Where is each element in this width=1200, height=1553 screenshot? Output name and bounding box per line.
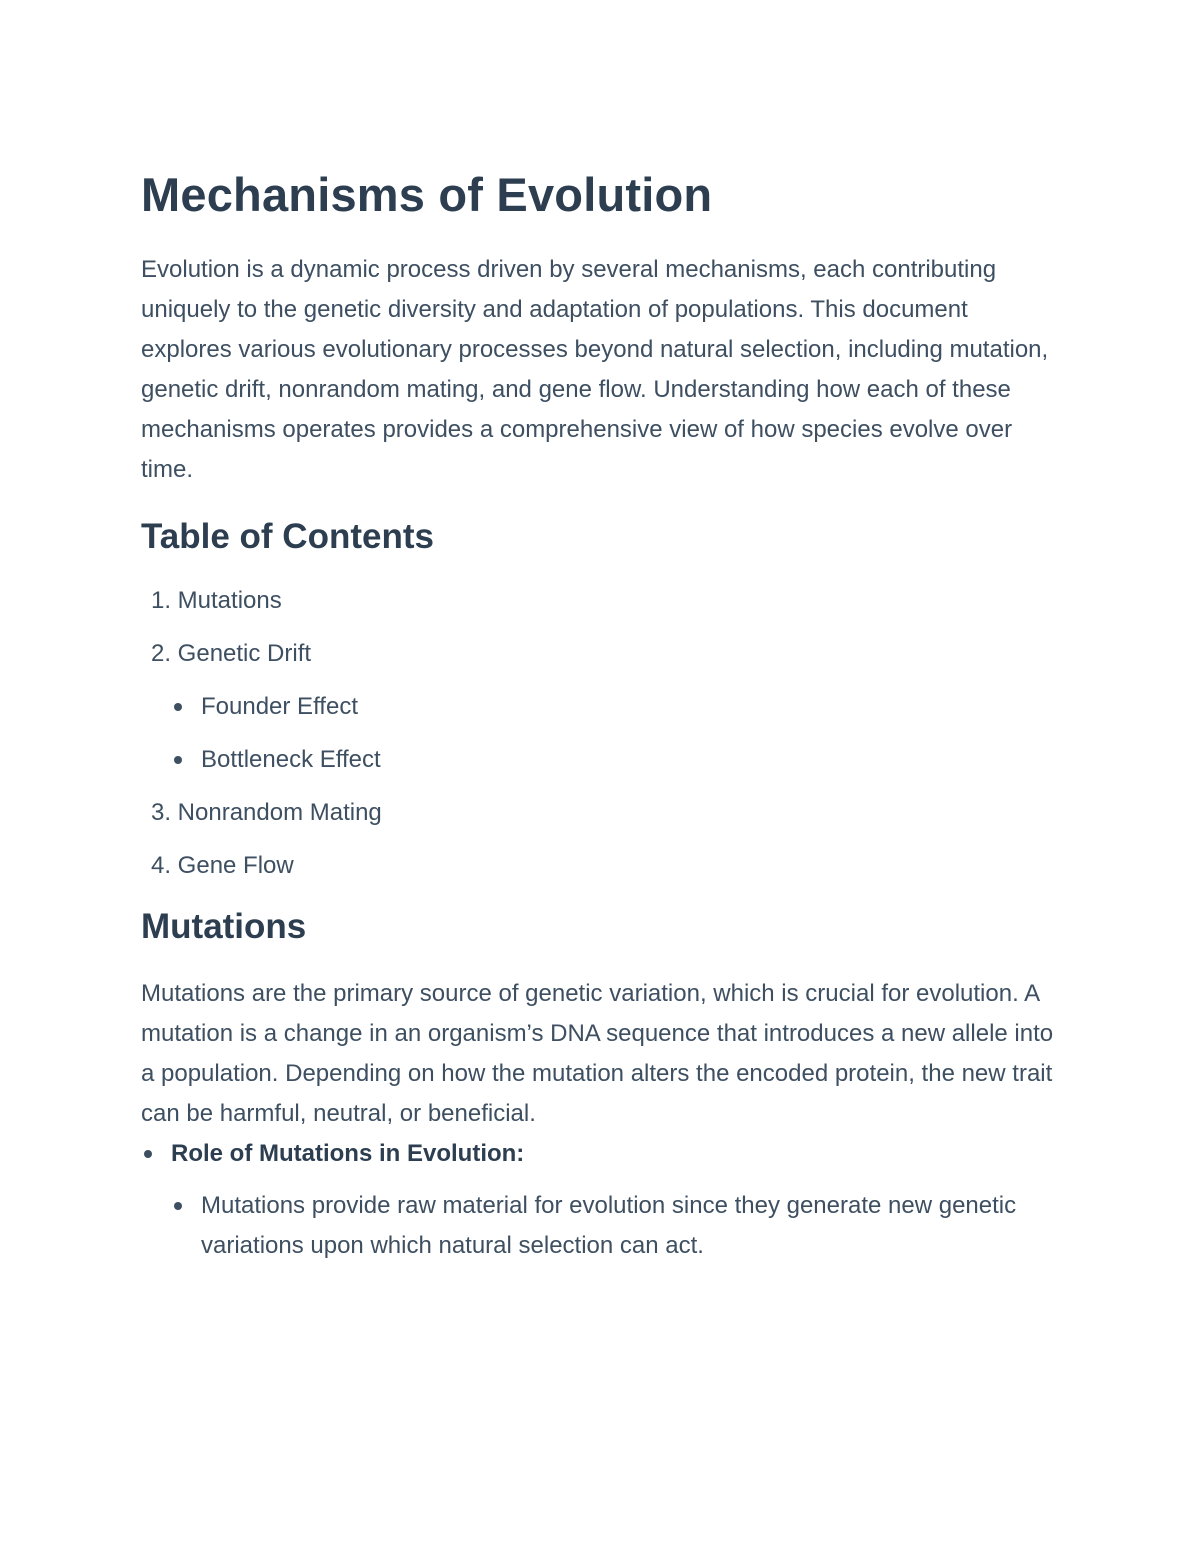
bullet-icon xyxy=(174,756,182,764)
intro-paragraph: Evolution is a dynamic process driven by several mechanisms, each contributing uniquely to the genetic diversity and adaptation of populations. This document explores various evolutionary processes beyond natural selection, including mutation, genetic drift, nonrandom mating, and gene flow. Understanding how each of these mechanisms operates provides a comprehensive view of how species evolve over time. xyxy=(141,256,1049,483)
toc-item-number: 3. xyxy=(150,799,171,826)
mutations-heading: Mutations xyxy=(141,907,307,946)
toc-item-label: Nonrandom Mating xyxy=(177,799,382,826)
toc-item-label: Gene Flow xyxy=(177,852,294,879)
toc-item-gene-flow[interactable] xyxy=(141,849,1061,883)
table-of-contents xyxy=(141,584,1061,883)
document-title: Mechanisms of Evolution xyxy=(141,168,713,221)
bullet-icon xyxy=(174,1202,182,1210)
toc-item-number: 2. xyxy=(150,640,171,667)
list-item xyxy=(171,1186,1061,1266)
toc-subitem-label: Founder Effect xyxy=(201,693,358,720)
toc-subitem-founder-effect[interactable] xyxy=(141,690,1061,724)
document-page xyxy=(141,160,1061,1266)
bullet-icon xyxy=(144,1150,152,1158)
toc-subitem-bottleneck-effect[interactable] xyxy=(141,743,1061,777)
toc-item-label: Genetic Drift xyxy=(177,640,312,667)
toc-item-nonrandom-mating[interactable] xyxy=(141,796,1061,830)
bullet-icon xyxy=(174,703,182,711)
list-item xyxy=(141,1134,1061,1266)
toc-item-number: 4. xyxy=(150,852,171,879)
toc-item-label: Mutations xyxy=(177,587,282,614)
role-of-mutations-label: Role of Mutations in Evolution: xyxy=(171,1140,525,1167)
mutations-paragraph: Mutations are the primary source of genetic variation, which is crucial for evolution. A mutation is a change in an organism’s DNA sequence that introduces a new allele into a population. Depending on how the mutation alters the encoded protein, the new trait can be harmful, neutral, or beneficial. xyxy=(141,980,1054,1127)
toc-item-genetic-drift[interactable] xyxy=(141,637,1061,777)
toc-subitem-label: Bottleneck Effect xyxy=(201,746,381,773)
toc-item-number: 1. xyxy=(150,587,171,614)
role-point-text: Mutations provide raw material for evolution since they generate new genetic variations upon which natural selection can act. xyxy=(201,1192,1017,1259)
toc-heading: Table of Contents xyxy=(141,517,434,556)
nested-bullet-list xyxy=(171,1186,1061,1266)
mutations-bullet-list xyxy=(141,1134,1061,1266)
toc-sublist xyxy=(141,690,1061,777)
toc-item-mutations[interactable] xyxy=(141,584,1061,618)
